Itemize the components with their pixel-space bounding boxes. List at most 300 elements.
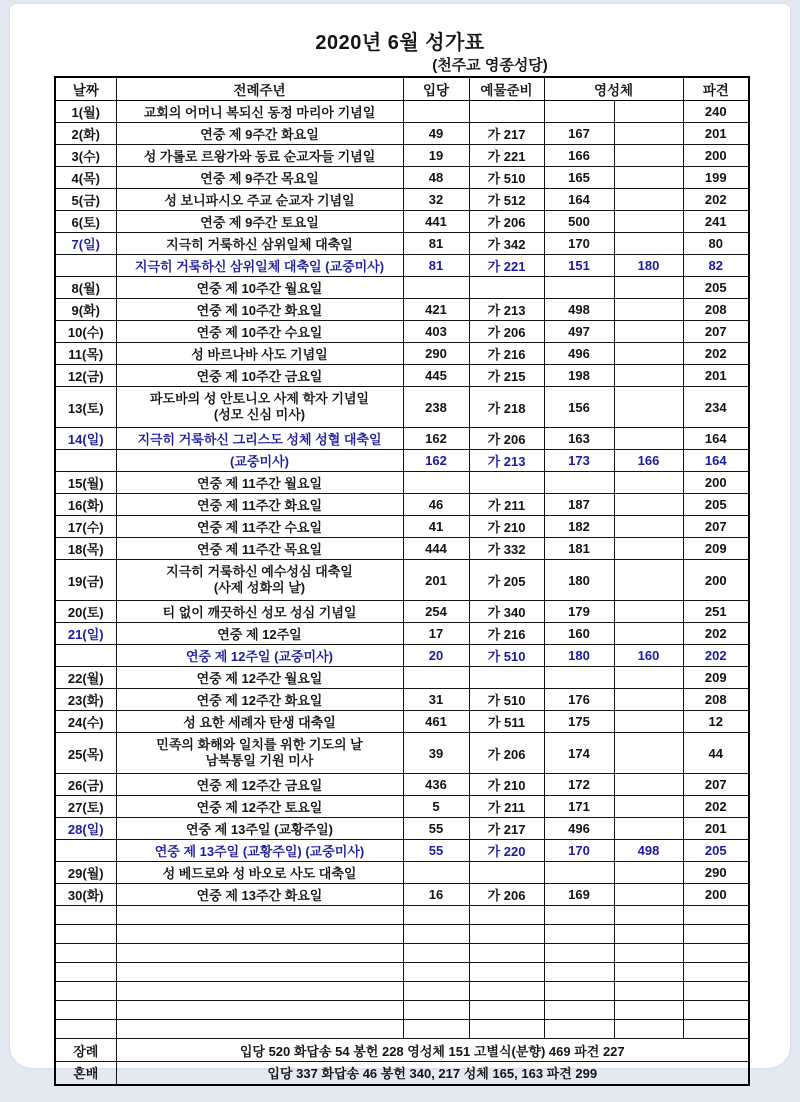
- table-row: [55, 862, 749, 884]
- offertory-cell: 가 213: [469, 450, 544, 472]
- liturgy-cell: 연중 제 12주간 금요일: [116, 774, 403, 796]
- table-row: [55, 840, 749, 862]
- liturgy-cell: 연중 제 13주일 (교황주일): [116, 818, 403, 840]
- table-row: [55, 255, 749, 277]
- liturgy-cell: 성 바르나바 사도 기념일: [116, 343, 403, 365]
- date-cell: 17(수): [55, 516, 116, 538]
- dismissal-cell: 202: [683, 645, 749, 667]
- communion-cell-1: 173: [544, 450, 614, 472]
- communion-cell-2: 498: [614, 840, 683, 862]
- empty-cell: [683, 1020, 749, 1039]
- summary-label-cell: 장례: [55, 1039, 116, 1062]
- communion-cell-1: 160: [544, 623, 614, 645]
- date-cell: [55, 840, 116, 862]
- empty-cell: [469, 906, 544, 925]
- communion-cell-2: [614, 145, 683, 167]
- entrance-cell: 290: [403, 343, 469, 365]
- liturgy-cell: 연중 제 11주간 수요일: [116, 516, 403, 538]
- table-row: [55, 560, 749, 601]
- empty-cell: [544, 982, 614, 1001]
- offertory-cell: 가 332: [469, 538, 544, 560]
- offertory-cell: 가 216: [469, 343, 544, 365]
- empty-row: [55, 1020, 749, 1039]
- table-row: [55, 516, 749, 538]
- empty-cell: [544, 925, 614, 944]
- empty-cell: [544, 963, 614, 982]
- liturgy-cell: 연중 제 13주일 (교황주일) (교중미사): [116, 840, 403, 862]
- communion-cell-2: [614, 689, 683, 711]
- empty-cell: [614, 982, 683, 1001]
- entrance-cell: 55: [403, 818, 469, 840]
- date-cell: 11(목): [55, 343, 116, 365]
- table-row: [55, 189, 749, 211]
- empty-cell: [55, 944, 116, 963]
- empty-cell: [544, 906, 614, 925]
- summary-row: [55, 1062, 749, 1085]
- table-row: [55, 884, 749, 906]
- communion-cell-1: 180: [544, 560, 614, 601]
- offertory-cell: 가 206: [469, 884, 544, 906]
- communion-cell-2: [614, 796, 683, 818]
- liturgy-cell: 연중 제 10주간 금요일: [116, 365, 403, 387]
- liturgy-cell: 연중 제 9주간 토요일: [116, 211, 403, 233]
- communion-cell-2: [614, 774, 683, 796]
- entrance-cell: 46: [403, 494, 469, 516]
- date-cell: 13(토): [55, 387, 116, 428]
- offertory-cell: 가 211: [469, 494, 544, 516]
- empty-cell: [55, 925, 116, 944]
- communion-cell-1: 175: [544, 711, 614, 733]
- offertory-cell: 가 340: [469, 601, 544, 623]
- table-row: [55, 343, 749, 365]
- dismissal-cell: 234: [683, 387, 749, 428]
- dismissal-cell: 200: [683, 560, 749, 601]
- liturgy-cell: 연중 제 11주간 월요일: [116, 472, 403, 494]
- table-row: [55, 211, 749, 233]
- table-row: [55, 818, 749, 840]
- entrance-cell: 81: [403, 233, 469, 255]
- dismissal-cell: 207: [683, 516, 749, 538]
- entrance-cell: 48: [403, 167, 469, 189]
- table-row: [55, 321, 749, 343]
- dismissal-cell: 207: [683, 321, 749, 343]
- entrance-cell: 41: [403, 516, 469, 538]
- dismissal-cell: 201: [683, 123, 749, 145]
- empty-row: [55, 982, 749, 1001]
- dismissal-cell: 290: [683, 862, 749, 884]
- communion-cell-1: 498: [544, 299, 614, 321]
- communion-cell-2: [614, 494, 683, 516]
- document-page: [10, 4, 790, 1082]
- dismissal-cell: 200: [683, 472, 749, 494]
- liturgy-cell: 성 보니파시오 주교 순교자 기념일: [116, 189, 403, 211]
- communion-cell-1: 182: [544, 516, 614, 538]
- empty-cell: [683, 944, 749, 963]
- dismissal-cell: 209: [683, 667, 749, 689]
- offertory-cell: [469, 277, 544, 299]
- offertory-cell: 가 205: [469, 560, 544, 601]
- dismissal-cell: 202: [683, 796, 749, 818]
- offertory-cell: 가 206: [469, 321, 544, 343]
- communion-cell-1: [544, 277, 614, 299]
- communion-cell-1: 496: [544, 818, 614, 840]
- liturgy-cell: 지극히 거룩하신 그리스도 성체 성혈 대축일: [116, 428, 403, 450]
- communion-cell-1: [544, 862, 614, 884]
- table-row: [55, 494, 749, 516]
- dismissal-cell: 251: [683, 601, 749, 623]
- empty-cell: [614, 1001, 683, 1020]
- offertory-cell: 가 510: [469, 167, 544, 189]
- hymn-table: [54, 76, 750, 1086]
- header-liturgy: 전례주년: [116, 77, 403, 101]
- table-row: [55, 167, 749, 189]
- communion-cell-2: [614, 560, 683, 601]
- table-row: [55, 796, 749, 818]
- communion-cell-2: [614, 601, 683, 623]
- liturgy-cell: 연중 제 11주간 화요일: [116, 494, 403, 516]
- table-row: [55, 299, 749, 321]
- date-cell: 24(수): [55, 711, 116, 733]
- date-cell: 2(화): [55, 123, 116, 145]
- communion-cell-2: 180: [614, 255, 683, 277]
- summary-row: [55, 1039, 749, 1062]
- liturgy-cell: 연중 제 12주간 월요일: [116, 667, 403, 689]
- liturgy-cell: 연중 제 9주간 목요일: [116, 167, 403, 189]
- communion-cell-1: 198: [544, 365, 614, 387]
- communion-cell-2: [614, 233, 683, 255]
- empty-cell: [469, 963, 544, 982]
- communion-cell-1: 156: [544, 387, 614, 428]
- liturgy-cell: 성 가롤로 르왕가와 동료 순교자들 기념일: [116, 145, 403, 167]
- empty-cell: [683, 1001, 749, 1020]
- offertory-cell: 가 217: [469, 818, 544, 840]
- empty-cell: [614, 944, 683, 963]
- liturgy-cell: 연중 제 12주일: [116, 623, 403, 645]
- liturgy-cell: 연중 제 11주간 목요일: [116, 538, 403, 560]
- empty-cell: [469, 1020, 544, 1039]
- empty-cell: [683, 925, 749, 944]
- table-row: [55, 733, 749, 774]
- offertory-cell: 가 206: [469, 733, 544, 774]
- communion-cell-2: [614, 818, 683, 840]
- table-row: [55, 428, 749, 450]
- liturgy-cell: 연중 제 10주간 월요일: [116, 277, 403, 299]
- summary-label-cell: 혼배: [55, 1062, 116, 1085]
- dismissal-cell: 240: [683, 101, 749, 123]
- communion-cell-1: 164: [544, 189, 614, 211]
- empty-cell: [116, 944, 403, 963]
- empty-cell: [469, 982, 544, 1001]
- header-dismissal: 파견: [683, 77, 749, 101]
- offertory-cell: 가 221: [469, 145, 544, 167]
- offertory-cell: 가 210: [469, 516, 544, 538]
- communion-cell-1: 171: [544, 796, 614, 818]
- entrance-cell: 461: [403, 711, 469, 733]
- empty-cell: [544, 1020, 614, 1039]
- dismissal-cell: 82: [683, 255, 749, 277]
- entrance-cell: 445: [403, 365, 469, 387]
- liturgy-cell: (교중미사): [116, 450, 403, 472]
- date-cell: [55, 255, 116, 277]
- entrance-cell: 17: [403, 623, 469, 645]
- communion-cell-1: 181: [544, 538, 614, 560]
- empty-cell: [469, 1001, 544, 1020]
- entrance-cell: 403: [403, 321, 469, 343]
- offertory-cell: 가 206: [469, 211, 544, 233]
- empty-cell: [469, 925, 544, 944]
- entrance-cell: 31: [403, 689, 469, 711]
- liturgy-cell: 연중 제 13주간 화요일: [116, 884, 403, 906]
- communion-cell-2: [614, 101, 683, 123]
- entrance-cell: 444: [403, 538, 469, 560]
- communion-cell-2: [614, 167, 683, 189]
- empty-cell: [116, 982, 403, 1001]
- offertory-cell: 가 221: [469, 255, 544, 277]
- communion-cell-1: 179: [544, 601, 614, 623]
- table-header-row: [55, 77, 749, 101]
- communion-cell-1: [544, 667, 614, 689]
- date-cell: 22(월): [55, 667, 116, 689]
- communion-cell-2: [614, 862, 683, 884]
- table-row: [55, 667, 749, 689]
- liturgy-cell: 지극히 거룩하신 예수성심 대축일 (사제 성화의 날): [116, 560, 403, 601]
- table-row: [55, 123, 749, 145]
- offertory-cell: 가 342: [469, 233, 544, 255]
- date-cell: 27(토): [55, 796, 116, 818]
- table-row: [55, 601, 749, 623]
- entrance-cell: 39: [403, 733, 469, 774]
- liturgy-cell: 연중 제 12주간 화요일: [116, 689, 403, 711]
- date-cell: 30(화): [55, 884, 116, 906]
- communion-cell-2: [614, 667, 683, 689]
- communion-cell-1: 180: [544, 645, 614, 667]
- empty-cell: [614, 906, 683, 925]
- empty-cell: [614, 925, 683, 944]
- date-cell: 23(화): [55, 689, 116, 711]
- liturgy-cell: 민족의 화해와 일치를 위한 기도의 날 남북통일 기원 미사: [116, 733, 403, 774]
- empty-cell: [403, 944, 469, 963]
- empty-cell: [116, 1020, 403, 1039]
- entrance-cell: [403, 101, 469, 123]
- communion-cell-2: [614, 733, 683, 774]
- offertory-cell: 가 510: [469, 645, 544, 667]
- communion-cell-2: [614, 472, 683, 494]
- table-row: [55, 277, 749, 299]
- liturgy-cell: 연중 제 9주간 화요일: [116, 123, 403, 145]
- date-cell: 25(목): [55, 733, 116, 774]
- empty-cell: [55, 1001, 116, 1020]
- dismissal-cell: 201: [683, 818, 749, 840]
- date-cell: 3(수): [55, 145, 116, 167]
- liturgy-cell: 연중 제 10주간 수요일: [116, 321, 403, 343]
- offertory-cell: 가 220: [469, 840, 544, 862]
- entrance-cell: 16: [403, 884, 469, 906]
- table-row: [55, 387, 749, 428]
- dismissal-cell: 164: [683, 428, 749, 450]
- entrance-cell: 32: [403, 189, 469, 211]
- dismissal-cell: 200: [683, 884, 749, 906]
- offertory-cell: 가 512: [469, 189, 544, 211]
- entrance-cell: [403, 667, 469, 689]
- empty-cell: [614, 1020, 683, 1039]
- liturgy-cell: 지극히 거룩하신 삼위일체 대축일 (교중미사): [116, 255, 403, 277]
- offertory-cell: [469, 862, 544, 884]
- header-date: 날짜: [55, 77, 116, 101]
- communion-cell-2: [614, 343, 683, 365]
- liturgy-cell: 연중 제 12주간 토요일: [116, 796, 403, 818]
- date-cell: 1(월): [55, 101, 116, 123]
- date-cell: 28(일): [55, 818, 116, 840]
- entrance-cell: 441: [403, 211, 469, 233]
- empty-row: [55, 1001, 749, 1020]
- table-row: [55, 472, 749, 494]
- date-cell: 18(목): [55, 538, 116, 560]
- dismissal-cell: 241: [683, 211, 749, 233]
- dismissal-cell: 199: [683, 167, 749, 189]
- communion-cell-2: 166: [614, 450, 683, 472]
- communion-cell-1: 187: [544, 494, 614, 516]
- summary-values-cell: 입당 520 화답송 54 봉헌 228 영성체 151 고별식(분향) 469 파견 227: [116, 1039, 749, 1062]
- offertory-cell: 가 511: [469, 711, 544, 733]
- date-cell: 4(목): [55, 167, 116, 189]
- offertory-cell: 가 510: [469, 689, 544, 711]
- communion-cell-2: [614, 538, 683, 560]
- dismissal-cell: 202: [683, 623, 749, 645]
- communion-cell-1: 163: [544, 428, 614, 450]
- dismissal-cell: 208: [683, 689, 749, 711]
- table-row: [55, 711, 749, 733]
- communion-cell-2: [614, 387, 683, 428]
- empty-cell: [403, 1020, 469, 1039]
- header-entrance: 입당: [403, 77, 469, 101]
- liturgy-cell: 연중 제 12주일 (교중미사): [116, 645, 403, 667]
- entrance-cell: 162: [403, 450, 469, 472]
- empty-cell: [469, 944, 544, 963]
- date-cell: 7(일): [55, 233, 116, 255]
- date-cell: 14(일): [55, 428, 116, 450]
- communion-cell-2: [614, 516, 683, 538]
- offertory-cell: 가 215: [469, 365, 544, 387]
- entrance-cell: [403, 862, 469, 884]
- dismissal-cell: 201: [683, 365, 749, 387]
- date-cell: 8(월): [55, 277, 116, 299]
- empty-cell: [683, 963, 749, 982]
- entrance-cell: 5: [403, 796, 469, 818]
- entrance-cell: 19: [403, 145, 469, 167]
- offertory-cell: 가 206: [469, 428, 544, 450]
- table-row: [55, 101, 749, 123]
- empty-row: [55, 944, 749, 963]
- communion-cell-2: [614, 123, 683, 145]
- communion-cell-1: 166: [544, 145, 614, 167]
- liturgy-cell: 성 요한 세례자 탄생 대축일: [116, 711, 403, 733]
- liturgy-cell: 연중 제 10주간 화요일: [116, 299, 403, 321]
- dismissal-cell: 205: [683, 494, 749, 516]
- liturgy-cell: 파도바의 성 안토니오 사제 학자 기념일 (성모 신심 미사): [116, 387, 403, 428]
- dismissal-cell: 164: [683, 450, 749, 472]
- offertory-cell: [469, 472, 544, 494]
- entrance-cell: 421: [403, 299, 469, 321]
- empty-cell: [683, 982, 749, 1001]
- empty-cell: [116, 906, 403, 925]
- empty-cell: [55, 963, 116, 982]
- communion-cell-1: [544, 472, 614, 494]
- entrance-cell: 81: [403, 255, 469, 277]
- communion-cell-1: 151: [544, 255, 614, 277]
- entrance-cell: 254: [403, 601, 469, 623]
- communion-cell-1: 172: [544, 774, 614, 796]
- summary-values-cell: 입당 337 화답송 46 봉헌 340, 217 성체 165, 163 파견 299: [116, 1062, 749, 1085]
- communion-cell-2: [614, 428, 683, 450]
- communion-cell-2: 160: [614, 645, 683, 667]
- empty-cell: [403, 982, 469, 1001]
- entrance-cell: 20: [403, 645, 469, 667]
- empty-row: [55, 906, 749, 925]
- date-cell: 26(금): [55, 774, 116, 796]
- entrance-cell: [403, 472, 469, 494]
- communion-cell-1: [544, 101, 614, 123]
- entrance-cell: 436: [403, 774, 469, 796]
- liturgy-cell: 성 베드로와 성 바오로 사도 대축일: [116, 862, 403, 884]
- communion-cell-2: [614, 365, 683, 387]
- communion-cell-2: [614, 623, 683, 645]
- table-row: [55, 623, 749, 645]
- date-cell: 29(월): [55, 862, 116, 884]
- empty-cell: [55, 982, 116, 1001]
- entrance-cell: 49: [403, 123, 469, 145]
- empty-cell: [403, 906, 469, 925]
- communion-cell-1: 165: [544, 167, 614, 189]
- date-cell: 9(화): [55, 299, 116, 321]
- header-communion: 영성체: [544, 77, 683, 101]
- communion-cell-1: 170: [544, 840, 614, 862]
- page-subtitle: (천주교 영종성당): [432, 57, 548, 74]
- offertory-cell: 가 213: [469, 299, 544, 321]
- entrance-cell: 55: [403, 840, 469, 862]
- header-offertory: 예물준비: [469, 77, 544, 101]
- dismissal-cell: 207: [683, 774, 749, 796]
- empty-row: [55, 963, 749, 982]
- offertory-cell: 가 216: [469, 623, 544, 645]
- table-row: [55, 774, 749, 796]
- date-cell: [55, 645, 116, 667]
- liturgy-cell: 티 없이 깨끗하신 성모 성심 기념일: [116, 601, 403, 623]
- empty-cell: [403, 963, 469, 982]
- dismissal-cell: 208: [683, 299, 749, 321]
- table-row: [55, 450, 749, 472]
- communion-cell-2: [614, 884, 683, 906]
- table-row: [55, 645, 749, 667]
- communion-cell-1: 500: [544, 211, 614, 233]
- offertory-cell: [469, 667, 544, 689]
- table-row: [55, 365, 749, 387]
- table-row: [55, 233, 749, 255]
- dismissal-cell: 200: [683, 145, 749, 167]
- date-cell: 21(일): [55, 623, 116, 645]
- dismissal-cell: 12: [683, 711, 749, 733]
- offertory-cell: 가 218: [469, 387, 544, 428]
- empty-cell: [403, 1001, 469, 1020]
- communion-cell-2: [614, 189, 683, 211]
- empty-cell: [683, 906, 749, 925]
- table-row: [55, 145, 749, 167]
- communion-cell-2: [614, 299, 683, 321]
- communion-cell-2: [614, 211, 683, 233]
- communion-cell-1: 167: [544, 123, 614, 145]
- entrance-cell: 238: [403, 387, 469, 428]
- dismissal-cell: 205: [683, 840, 749, 862]
- empty-cell: [544, 1001, 614, 1020]
